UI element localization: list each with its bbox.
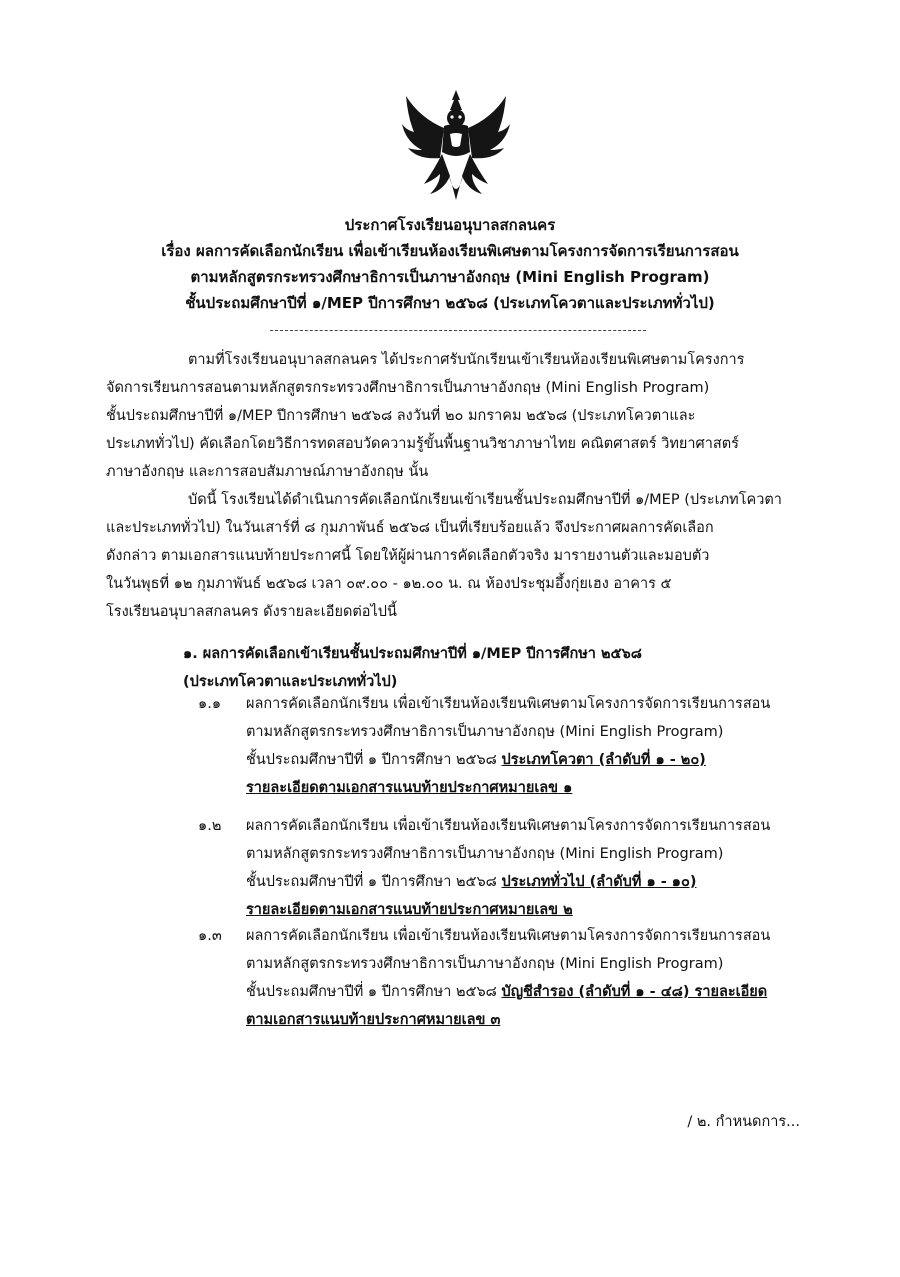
item-number: ๑.๒ [198, 818, 222, 834]
paragraph-2-line: ในวันพุธที่ ๑๒ กุมภาพันธ์ ๒๕๖๘ เวลา ๐๙.๐๐ - ๑๒.๐๐ น. ณ ห้องประชุมอึ้งกุ่ยเฮง อาคาร ๕ [106, 576, 672, 592]
section-1-heading [183, 640, 803, 696]
paragraph-2-line: บัดนี้ โรงเรียนได้ดำเนินการคัดเลือกนักเรียนเข้าเรียนชั้นประถมศึกษาปีที่ ๑/MEP (ประเภทโควตา [188, 492, 782, 508]
paragraph-1-line: ประเภททั่วไป) คัดเลือกโดยวิธีการทดสอบวัดความรู้ขั้นพื้นฐานวิชาภาษาไทย คณิตศาสตร์ วิทยาศาสตร์ [106, 436, 739, 452]
paragraph-2-line: ดังกล่าว ตามเอกสารแนบท้ายประกาศนี้ โดยให้ผู้ผ่านการคัดเลือกตัวจริง มารายงานตัวและมอบตัว [106, 548, 710, 564]
paragraph-1-line: ตามที่โรงเรียนอนุบาลสกลนคร ได้ประกาศรับนักเรียนเข้าเรียนห้องเรียนพิเศษตามโครงการ [188, 352, 745, 368]
item-line: ตามหลักสูตรกระทรวงศึกษาธิการเป็นภาษาอังกฤษ (Mini English Program) [246, 846, 724, 862]
page-continuation: / ๒. กำหนดการ... [687, 1114, 800, 1130]
item-number: ๑.๓ [198, 928, 222, 944]
section-item-1-3 [198, 922, 802, 1034]
item-number: ๑.๑ [198, 696, 222, 712]
header-divider [270, 330, 646, 331]
paragraph-1-line: จัดการเรียนการสอนตามหลักสูตรกระทรวงศึกษาธิการเป็นภาษาอังกฤษ (Mini English Program) [106, 380, 710, 396]
item-attachment-ref: รายละเอียดตามเอกสารแนบท้ายประกาศหมายเลข ๑ [246, 780, 573, 796]
item-line [246, 868, 802, 896]
header-subject-line: เรื่อง ผลการคัดเลือกนักเรียน เพื่อเข้าเรียนห้องเรียนพิเศษตามโครงการจัดการเรียนการสอน [161, 242, 739, 260]
item-line: ตามหลักสูตรกระทรวงศึกษาธิการเป็นภาษาอังกฤษ (Mini English Program) [246, 956, 724, 972]
item-line: ผลการคัดเลือกนักเรียน เพื่อเข้าเรียนห้องเรียนพิเศษตามโครงการจัดการเรียนการสอน [246, 696, 771, 712]
paragraph-2 [106, 486, 802, 626]
section-1-title: ๑. ผลการคัดเลือกเข้าเรียนชั้นประถมศึกษาปีที่ ๑/MEP ปีการศึกษา ๒๕๖๘ [183, 646, 642, 662]
paragraph-1-line: ภาษาอังกฤษ และการสอบสัมภาษณ์ภาษาอังกฤษ นั้น [106, 464, 429, 480]
paragraph-1-line: ชั้นประถมศึกษาปีที่ ๑/MEP ปีการศึกษา ๒๕๖๘ ลงวันที่ ๒๐ มกราคม ๒๕๖๘ (ประเภทโควตาและ [106, 408, 696, 424]
item-emphasis: บัญชีสำรอง (ลำดับที่ ๑ - ๔๘) รายละเอียด [501, 984, 768, 1000]
header-line-3: ตามหลักสูตรกระทรวงศึกษาธิการเป็นภาษาอังกฤษ (Mini English Program) [190, 268, 710, 286]
section-1-subtitle: (ประเภทโควตาและประเภททั่วไป) [183, 674, 398, 690]
announcement-header [100, 212, 800, 316]
paragraph-2-line: และประเภททั่วไป) ในวันเสาร์ที่ ๘ กุมภาพันธ์ ๒๕๖๘ เป็นที่เรียบร้อยแล้ว จึงประกาศผลการคัดเลือก [106, 520, 714, 536]
item-text: ชั้นประถมศึกษาปีที่ ๑ ปีการศึกษา ๒๕๖๘ [246, 984, 502, 1000]
header-line-1: ประกาศโรงเรียนอนุบาลสกลนคร [344, 216, 556, 234]
item-line [246, 746, 802, 774]
paragraph-1 [106, 346, 802, 486]
item-emphasis: ประเภททั่วไป (ลำดับที่ ๑ - ๑๐) [501, 874, 697, 890]
paragraph-2-line: โรงเรียนอนุบาลสกลนคร ดังรายละเอียดต่อไปนี้ [106, 604, 397, 620]
item-line: ตามหลักสูตรกระทรวงศึกษาธิการเป็นภาษาอังกฤษ (Mini English Program) [246, 724, 724, 740]
item-line [246, 978, 802, 1006]
item-attachment-ref: ตามเอกสารแนบท้ายประกาศหมายเลข ๓ [246, 1012, 501, 1028]
section-item-1-2 [198, 812, 802, 924]
header-line-4: ชั้นประถมศึกษาปีที่ ๑/MEP ปีการศึกษา ๒๕๖๘ (ประเภทโควตาและประเภททั่วไป) [185, 294, 715, 312]
garuda-emblem-icon [400, 88, 512, 206]
item-text: ชั้นประถมศึกษาปีที่ ๑ ปีการศึกษา ๒๕๖๘ [246, 752, 502, 768]
item-emphasis: ประเภทโควตา (ลำดับที่ ๑ - ๒๐) [501, 752, 706, 768]
section-item-1-1 [198, 690, 802, 802]
item-attachment-ref: รายละเอียดตามเอกสารแนบท้ายประกาศหมายเลข ๒ [246, 902, 573, 918]
item-line: ผลการคัดเลือกนักเรียน เพื่อเข้าเรียนห้องเรียนพิเศษตามโครงการจัดการเรียนการสอน [246, 818, 771, 834]
item-line: ผลการคัดเลือกนักเรียน เพื่อเข้าเรียนห้องเรียนพิเศษตามโครงการจัดการเรียนการสอน [246, 928, 771, 944]
item-text: ชั้นประถมศึกษาปีที่ ๑ ปีการศึกษา ๒๕๖๘ [246, 874, 502, 890]
